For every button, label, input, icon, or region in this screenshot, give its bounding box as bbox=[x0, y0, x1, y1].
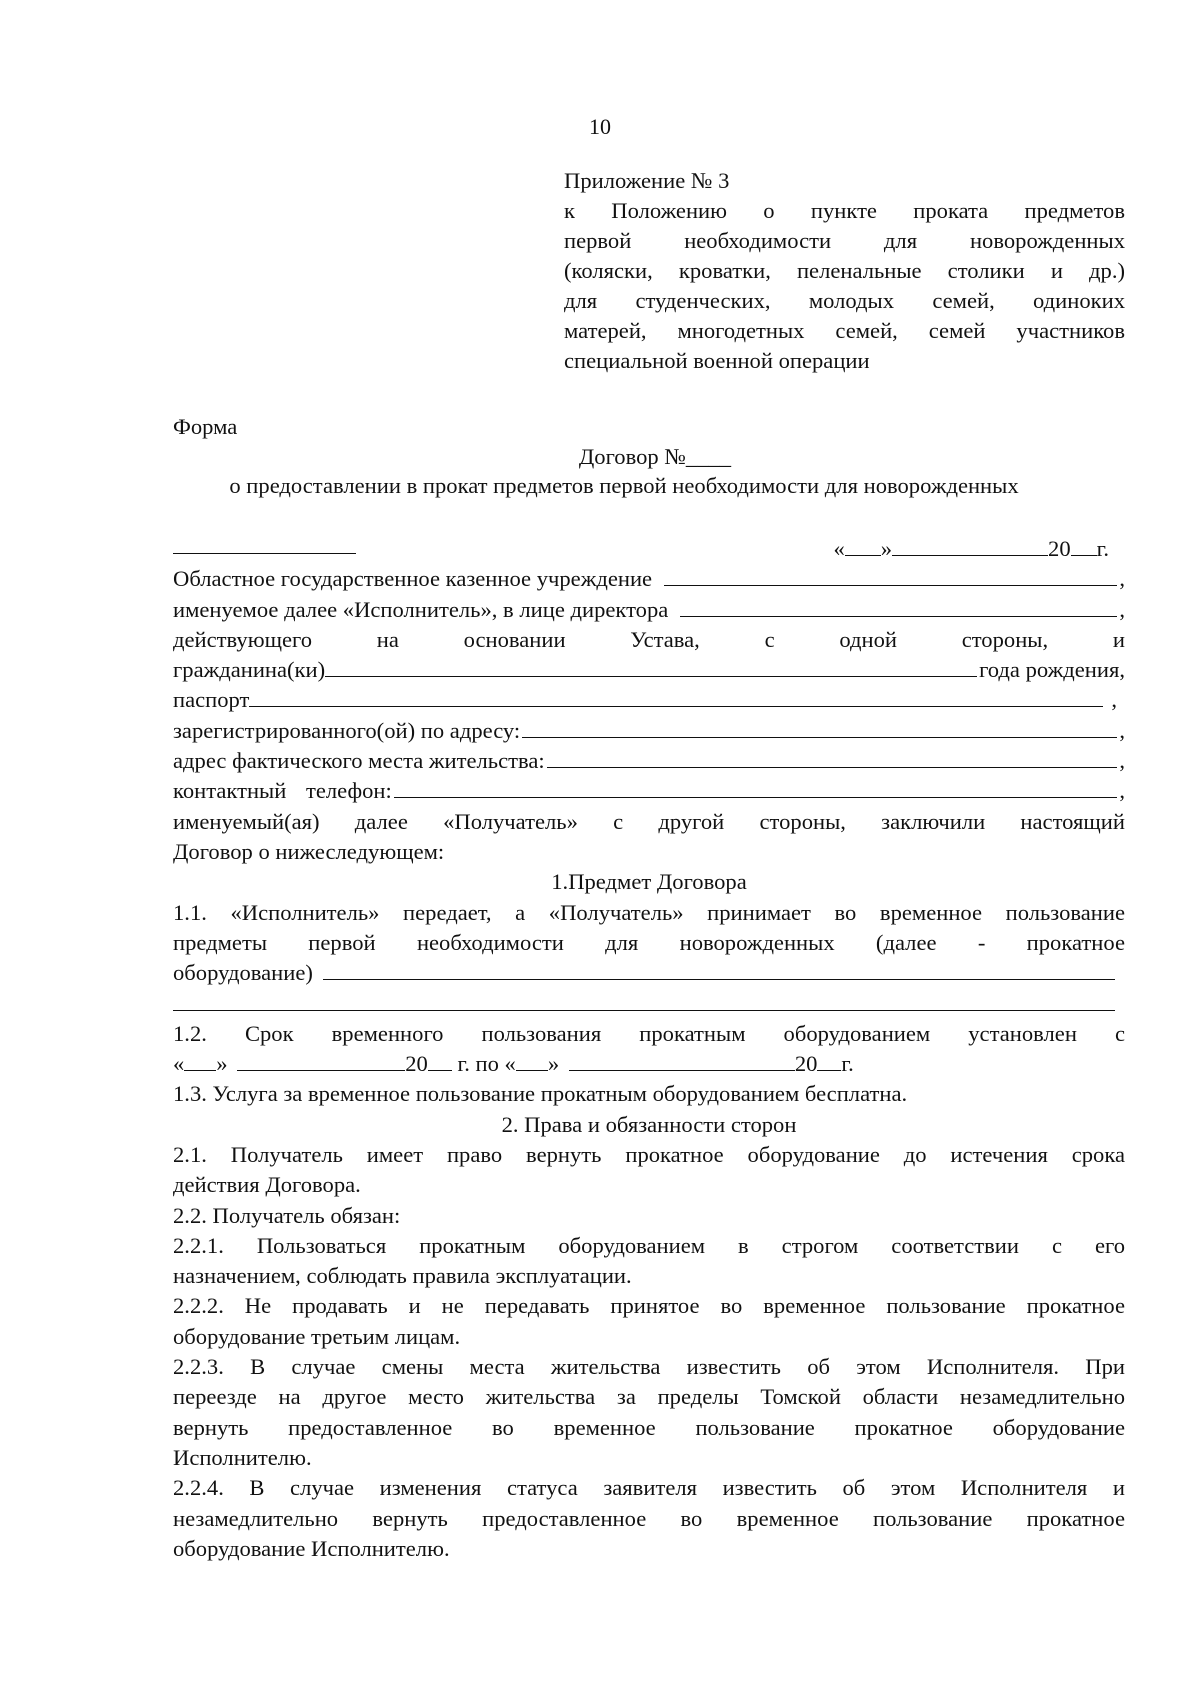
date-close-quote: » bbox=[880, 536, 893, 561]
director-line bbox=[173, 595, 1125, 625]
appendix-line: (коляски, кроватки, пеленальные столики и др.) bbox=[564, 258, 1125, 283]
date-year-suffix: г. bbox=[1096, 536, 1109, 561]
citizen-label: гражданина(ки) bbox=[173, 657, 326, 683]
passport-line bbox=[173, 685, 1125, 715]
equipment-blank-line bbox=[173, 988, 1125, 1018]
term-open-quote: « bbox=[173, 1051, 185, 1077]
comma: , bbox=[1119, 717, 1125, 743]
term-day-blank bbox=[184, 1051, 216, 1071]
comma: , bbox=[1119, 596, 1125, 622]
comma: , bbox=[1111, 687, 1117, 713]
contract-title: Договор №____ bbox=[578, 444, 732, 469]
citizen-line bbox=[173, 655, 1125, 685]
registered-label: зарегистрированного(ой) по адресу: bbox=[173, 717, 521, 743]
term-year-blank bbox=[428, 1051, 452, 1071]
paragraph-line: предметы первой необходимости для новорожденных (далее - прокатное bbox=[173, 929, 1125, 955]
recipient-line: именуемый(ая) далее «Получатель» с другой стороны, заключили настоящий bbox=[173, 808, 1125, 834]
section2-heading: 2. Права и обязанности сторон bbox=[501, 1111, 797, 1137]
paragraph-line: 2.2.1. Пользоваться прокатным оборудованием в строгом соответствии с его bbox=[173, 1232, 1125, 1258]
passport-label: паспорт bbox=[173, 687, 250, 713]
day-blank bbox=[845, 536, 881, 556]
appendix-line: первой необходимости для новорожденных bbox=[564, 228, 1125, 253]
acting-line bbox=[173, 625, 1125, 655]
acting-word: с bbox=[764, 626, 775, 652]
comma: , bbox=[1119, 778, 1125, 804]
actual-address-line bbox=[173, 746, 1125, 776]
term-year2-blank bbox=[817, 1051, 841, 1071]
paragraph-line: 2.2. Получатель обязан: bbox=[173, 1202, 401, 1228]
paragraph-line: 2.1. Получатель имеет право вернуть прокатное оборудование до истечения срока bbox=[173, 1141, 1125, 1167]
citizen-blank bbox=[325, 657, 977, 677]
paragraph-line: вернуть предоставленное во временное пользование прокатное оборудование bbox=[173, 1414, 1125, 1440]
institution-line bbox=[173, 564, 1125, 594]
actual-address-blank bbox=[547, 748, 1118, 768]
term-month-blank bbox=[237, 1051, 405, 1071]
acting-word: и bbox=[1112, 626, 1125, 652]
registered-line bbox=[173, 716, 1125, 746]
institution-blank bbox=[664, 566, 1117, 586]
institution-label: Областное государственное казенное учреждение bbox=[173, 566, 653, 592]
phone-label: контактный телефон: bbox=[173, 778, 392, 804]
term-year-prefix: 20 bbox=[405, 1051, 428, 1077]
acting-word: одной bbox=[839, 626, 897, 652]
acting-word: основании bbox=[463, 626, 566, 652]
page-number: 10 bbox=[589, 114, 611, 139]
year-blank bbox=[1071, 536, 1097, 556]
paragraph-line: 2.2.4. В случае изменения статуса заявителя известить об этом Исполнителя и bbox=[173, 1475, 1125, 1501]
phone-blank bbox=[394, 778, 1118, 798]
place-blank bbox=[173, 542, 356, 554]
paragraph-line: действия Договора. bbox=[173, 1172, 361, 1198]
phone-line bbox=[173, 776, 1125, 806]
named-as-label: именуемое далее «Исполнитель», в лице директора bbox=[173, 596, 669, 622]
acting-word: на bbox=[376, 626, 399, 652]
contract-subtitle: о предоставлении в прокат предметов первой необходимости для новорожденных bbox=[229, 473, 1019, 498]
term-close-quote-2: » bbox=[547, 1051, 560, 1077]
passport-blank bbox=[249, 687, 1103, 707]
form-label: Форма bbox=[173, 414, 238, 439]
comma: , bbox=[1119, 566, 1125, 592]
appendix-block bbox=[564, 166, 1125, 376]
paragraph-line: переезде на другое место жительства за пределы Томской области незамедлительно bbox=[173, 1384, 1125, 1410]
paragraph-line: Исполнителю. bbox=[173, 1444, 312, 1470]
term-dates-line bbox=[173, 1049, 1125, 1079]
term-close-quote: » bbox=[216, 1051, 228, 1077]
term-year2-suffix: г. bbox=[841, 1051, 854, 1077]
paragraph-line: 1.1. «Исполнитель» передает, а «Получатель» принимает во временное пользование bbox=[173, 899, 1125, 925]
agreement-line: Договор о нижеследующем: bbox=[173, 838, 445, 864]
contract-body bbox=[173, 534, 1125, 1564]
section1-heading: 1.Предмет Договора bbox=[551, 869, 747, 895]
term-day2-blank bbox=[516, 1051, 548, 1071]
contract-date bbox=[833, 534, 1109, 564]
appendix-line: для студенческих, молодых семей, одиноких bbox=[564, 288, 1125, 313]
acting-word: стороны, bbox=[961, 626, 1049, 652]
paragraph-line: 2.2.2. Не продавать и не передавать принятое во временное пользование прокатное bbox=[173, 1293, 1125, 1319]
month-blank bbox=[892, 536, 1048, 556]
term-year2-prefix: 20 bbox=[794, 1051, 818, 1077]
equipment-line bbox=[173, 958, 1125, 988]
appendix-line: матерей, многодетных семей, семей участников bbox=[564, 318, 1125, 343]
acting-word: действующего bbox=[173, 626, 313, 652]
term-month2-blank bbox=[569, 1051, 795, 1071]
comma: , bbox=[1119, 748, 1125, 774]
actual-address-label: адрес фактического места жительства: bbox=[173, 748, 545, 774]
term-to-label: г. по « bbox=[457, 1051, 516, 1077]
full-blank-rule bbox=[173, 988, 1115, 1011]
director-blank bbox=[680, 597, 1117, 617]
paragraph-line: назначением, соблюдать правила эксплуатации. bbox=[173, 1263, 632, 1289]
paragraph-line: 1.3. Услуга за временное пользование прокатным оборудованием бесплатна. bbox=[173, 1081, 908, 1107]
registered-blank bbox=[522, 718, 1117, 738]
appendix-title: Приложение № 3 bbox=[564, 168, 730, 193]
date-year-prefix: 20 bbox=[1048, 536, 1071, 561]
birth-year-label: года рождения, bbox=[979, 657, 1125, 683]
acting-word: Устава, bbox=[630, 626, 700, 652]
equipment-label: оборудование) bbox=[173, 960, 313, 986]
equipment-blank bbox=[323, 960, 1115, 980]
paragraph-line: 2.2.3. В случае смены места жительства известить об этом Исполнителя. При bbox=[173, 1354, 1125, 1380]
paragraph-line: оборудование третьим лицам. bbox=[173, 1323, 461, 1349]
paragraph-line: 1.2. Срок временного пользования прокатным оборудованием установлен с bbox=[173, 1020, 1125, 1046]
paragraph-line: оборудование Исполнителю. bbox=[173, 1535, 450, 1561]
place-date-line bbox=[173, 534, 1125, 564]
paragraph-line: незамедлительно вернуть предоставленное во временное пользование прокатное bbox=[173, 1505, 1125, 1531]
date-open-quote: « bbox=[833, 536, 845, 561]
appendix-line: к Положению о пункте проката предметов bbox=[564, 198, 1125, 223]
appendix-line: специальной военной операции bbox=[564, 348, 870, 373]
